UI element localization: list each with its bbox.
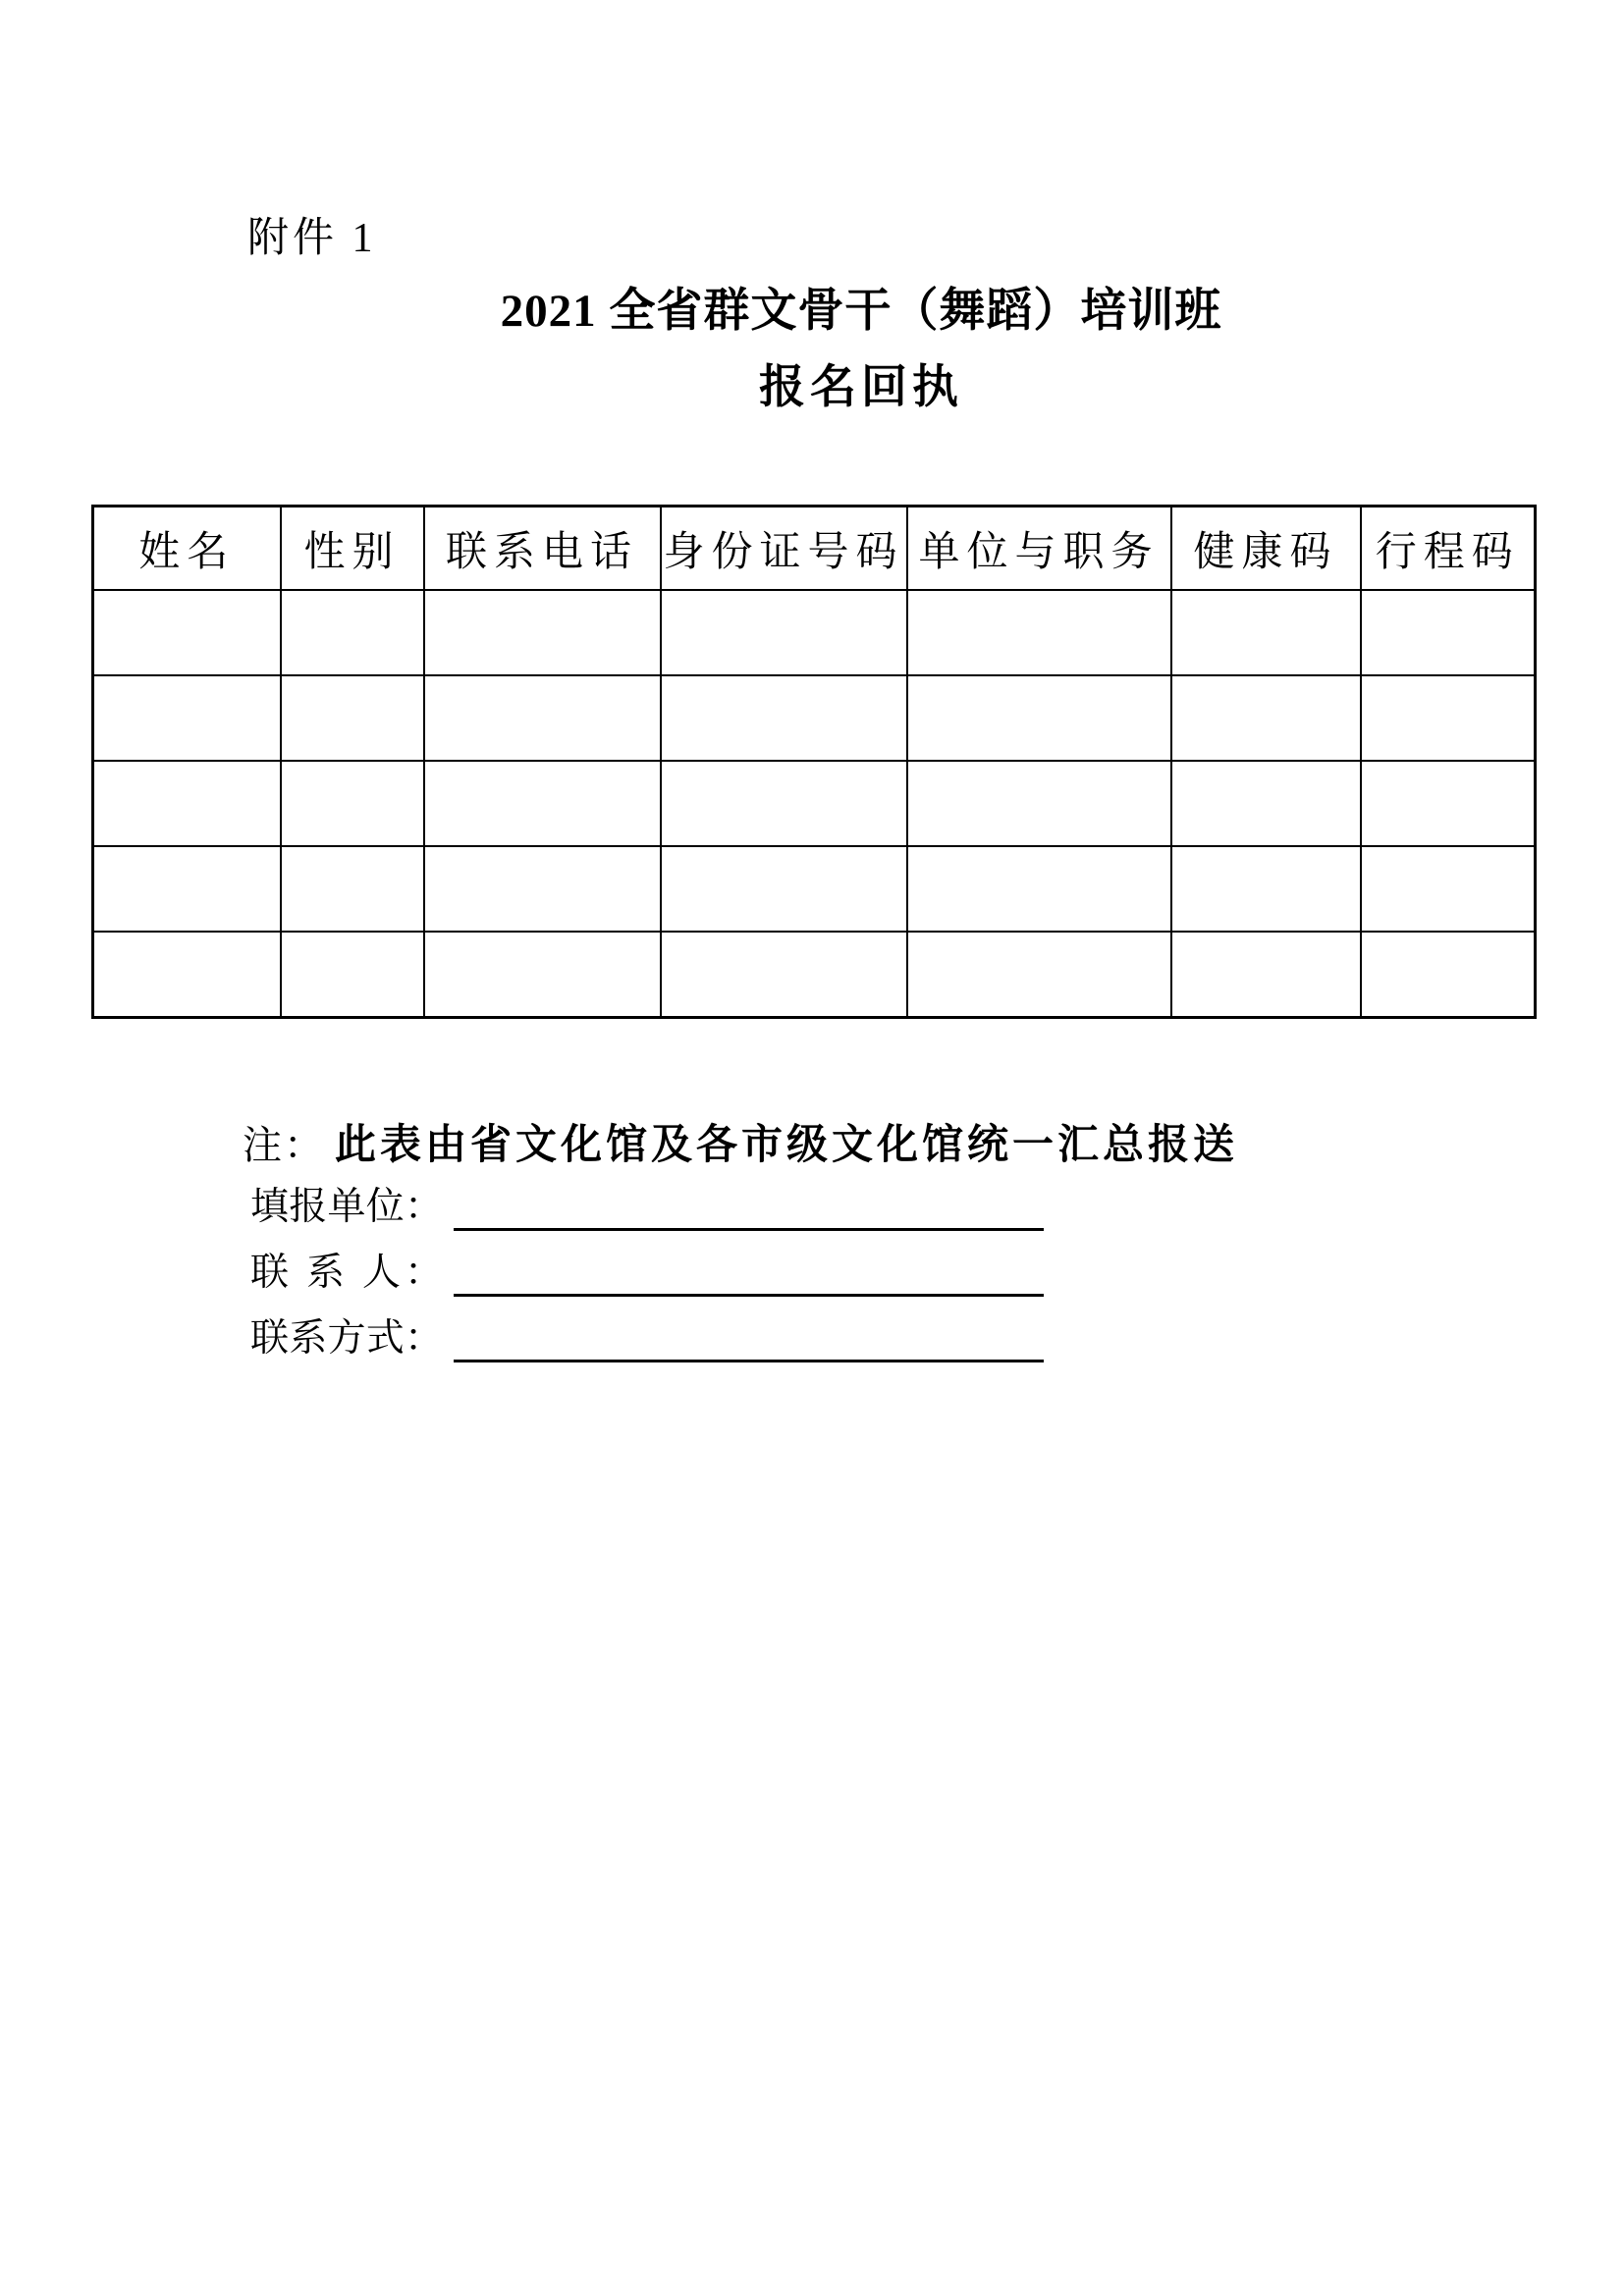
table-cell bbox=[907, 846, 1171, 932]
table-cell bbox=[661, 761, 907, 846]
reporting-unit-row bbox=[250, 1183, 1044, 1231]
table-cell bbox=[281, 846, 424, 932]
table-cell bbox=[281, 761, 424, 846]
contact-person-label: 联 系 人： bbox=[250, 1252, 443, 1294]
table-cell bbox=[424, 932, 661, 1018]
table-cell bbox=[661, 675, 907, 761]
table-cell bbox=[907, 761, 1171, 846]
table-cell bbox=[1171, 590, 1361, 675]
table-cell bbox=[1171, 846, 1361, 932]
table-cell bbox=[424, 846, 661, 932]
table-cell bbox=[93, 590, 281, 675]
table-cell bbox=[661, 932, 907, 1018]
contact-person-blank bbox=[454, 1249, 1044, 1297]
table-cell bbox=[907, 932, 1171, 1018]
table-cell bbox=[281, 675, 424, 761]
attachment-label: 附件 1 bbox=[247, 216, 377, 261]
table-cell bbox=[1361, 846, 1536, 932]
column-header: 单位与职务 bbox=[907, 507, 1171, 591]
page-subtitle: 报名回执 bbox=[759, 362, 963, 413]
table-row bbox=[93, 675, 1536, 761]
table-cell bbox=[907, 675, 1171, 761]
table-cell bbox=[93, 932, 281, 1018]
note-line bbox=[243, 1121, 1238, 1170]
table-cell bbox=[1171, 675, 1361, 761]
table-cell bbox=[1171, 761, 1361, 846]
reporting-unit-blank bbox=[454, 1183, 1044, 1231]
table-row bbox=[93, 846, 1536, 932]
note-text: 此表由省文化馆及各市级文化馆统一汇总报送 bbox=[335, 1123, 1239, 1168]
contact-method-row bbox=[250, 1314, 1044, 1362]
table-cell bbox=[1361, 590, 1536, 675]
page-title: 2021 全省群文骨干（舞蹈）培训班 bbox=[500, 286, 1222, 337]
column-header: 健康码 bbox=[1171, 507, 1361, 591]
table-cell bbox=[661, 590, 907, 675]
contact-method-blank bbox=[454, 1314, 1044, 1362]
table-header-row bbox=[93, 507, 1536, 591]
table-cell bbox=[424, 761, 661, 846]
contact-method-label: 联系方式： bbox=[250, 1317, 443, 1360]
column-header: 姓名 bbox=[93, 507, 281, 591]
table-cell bbox=[93, 846, 281, 932]
title-block bbox=[98, 283, 1624, 416]
contact-person-row bbox=[250, 1249, 1044, 1297]
note-prefix: 注： bbox=[243, 1123, 325, 1167]
table-cell bbox=[1171, 932, 1361, 1018]
table-cell bbox=[281, 932, 424, 1018]
table-cell bbox=[907, 590, 1171, 675]
registration-table bbox=[91, 505, 1537, 1019]
table-cell bbox=[1361, 932, 1536, 1018]
column-header: 行程码 bbox=[1361, 507, 1536, 591]
table-cell bbox=[1361, 761, 1536, 846]
table-cell bbox=[424, 590, 661, 675]
column-header: 联系电话 bbox=[424, 507, 661, 591]
table-cell bbox=[1361, 675, 1536, 761]
table-row bbox=[93, 932, 1536, 1018]
table-cell bbox=[424, 675, 661, 761]
reporting-unit-label: 填报单位： bbox=[250, 1186, 443, 1228]
table-cell bbox=[93, 761, 281, 846]
column-header: 身份证号码 bbox=[661, 507, 907, 591]
table-row bbox=[93, 590, 1536, 675]
table-cell bbox=[281, 590, 424, 675]
table-row bbox=[93, 761, 1536, 846]
table-cell bbox=[661, 846, 907, 932]
table-cell bbox=[93, 675, 281, 761]
column-header: 性别 bbox=[281, 507, 424, 591]
